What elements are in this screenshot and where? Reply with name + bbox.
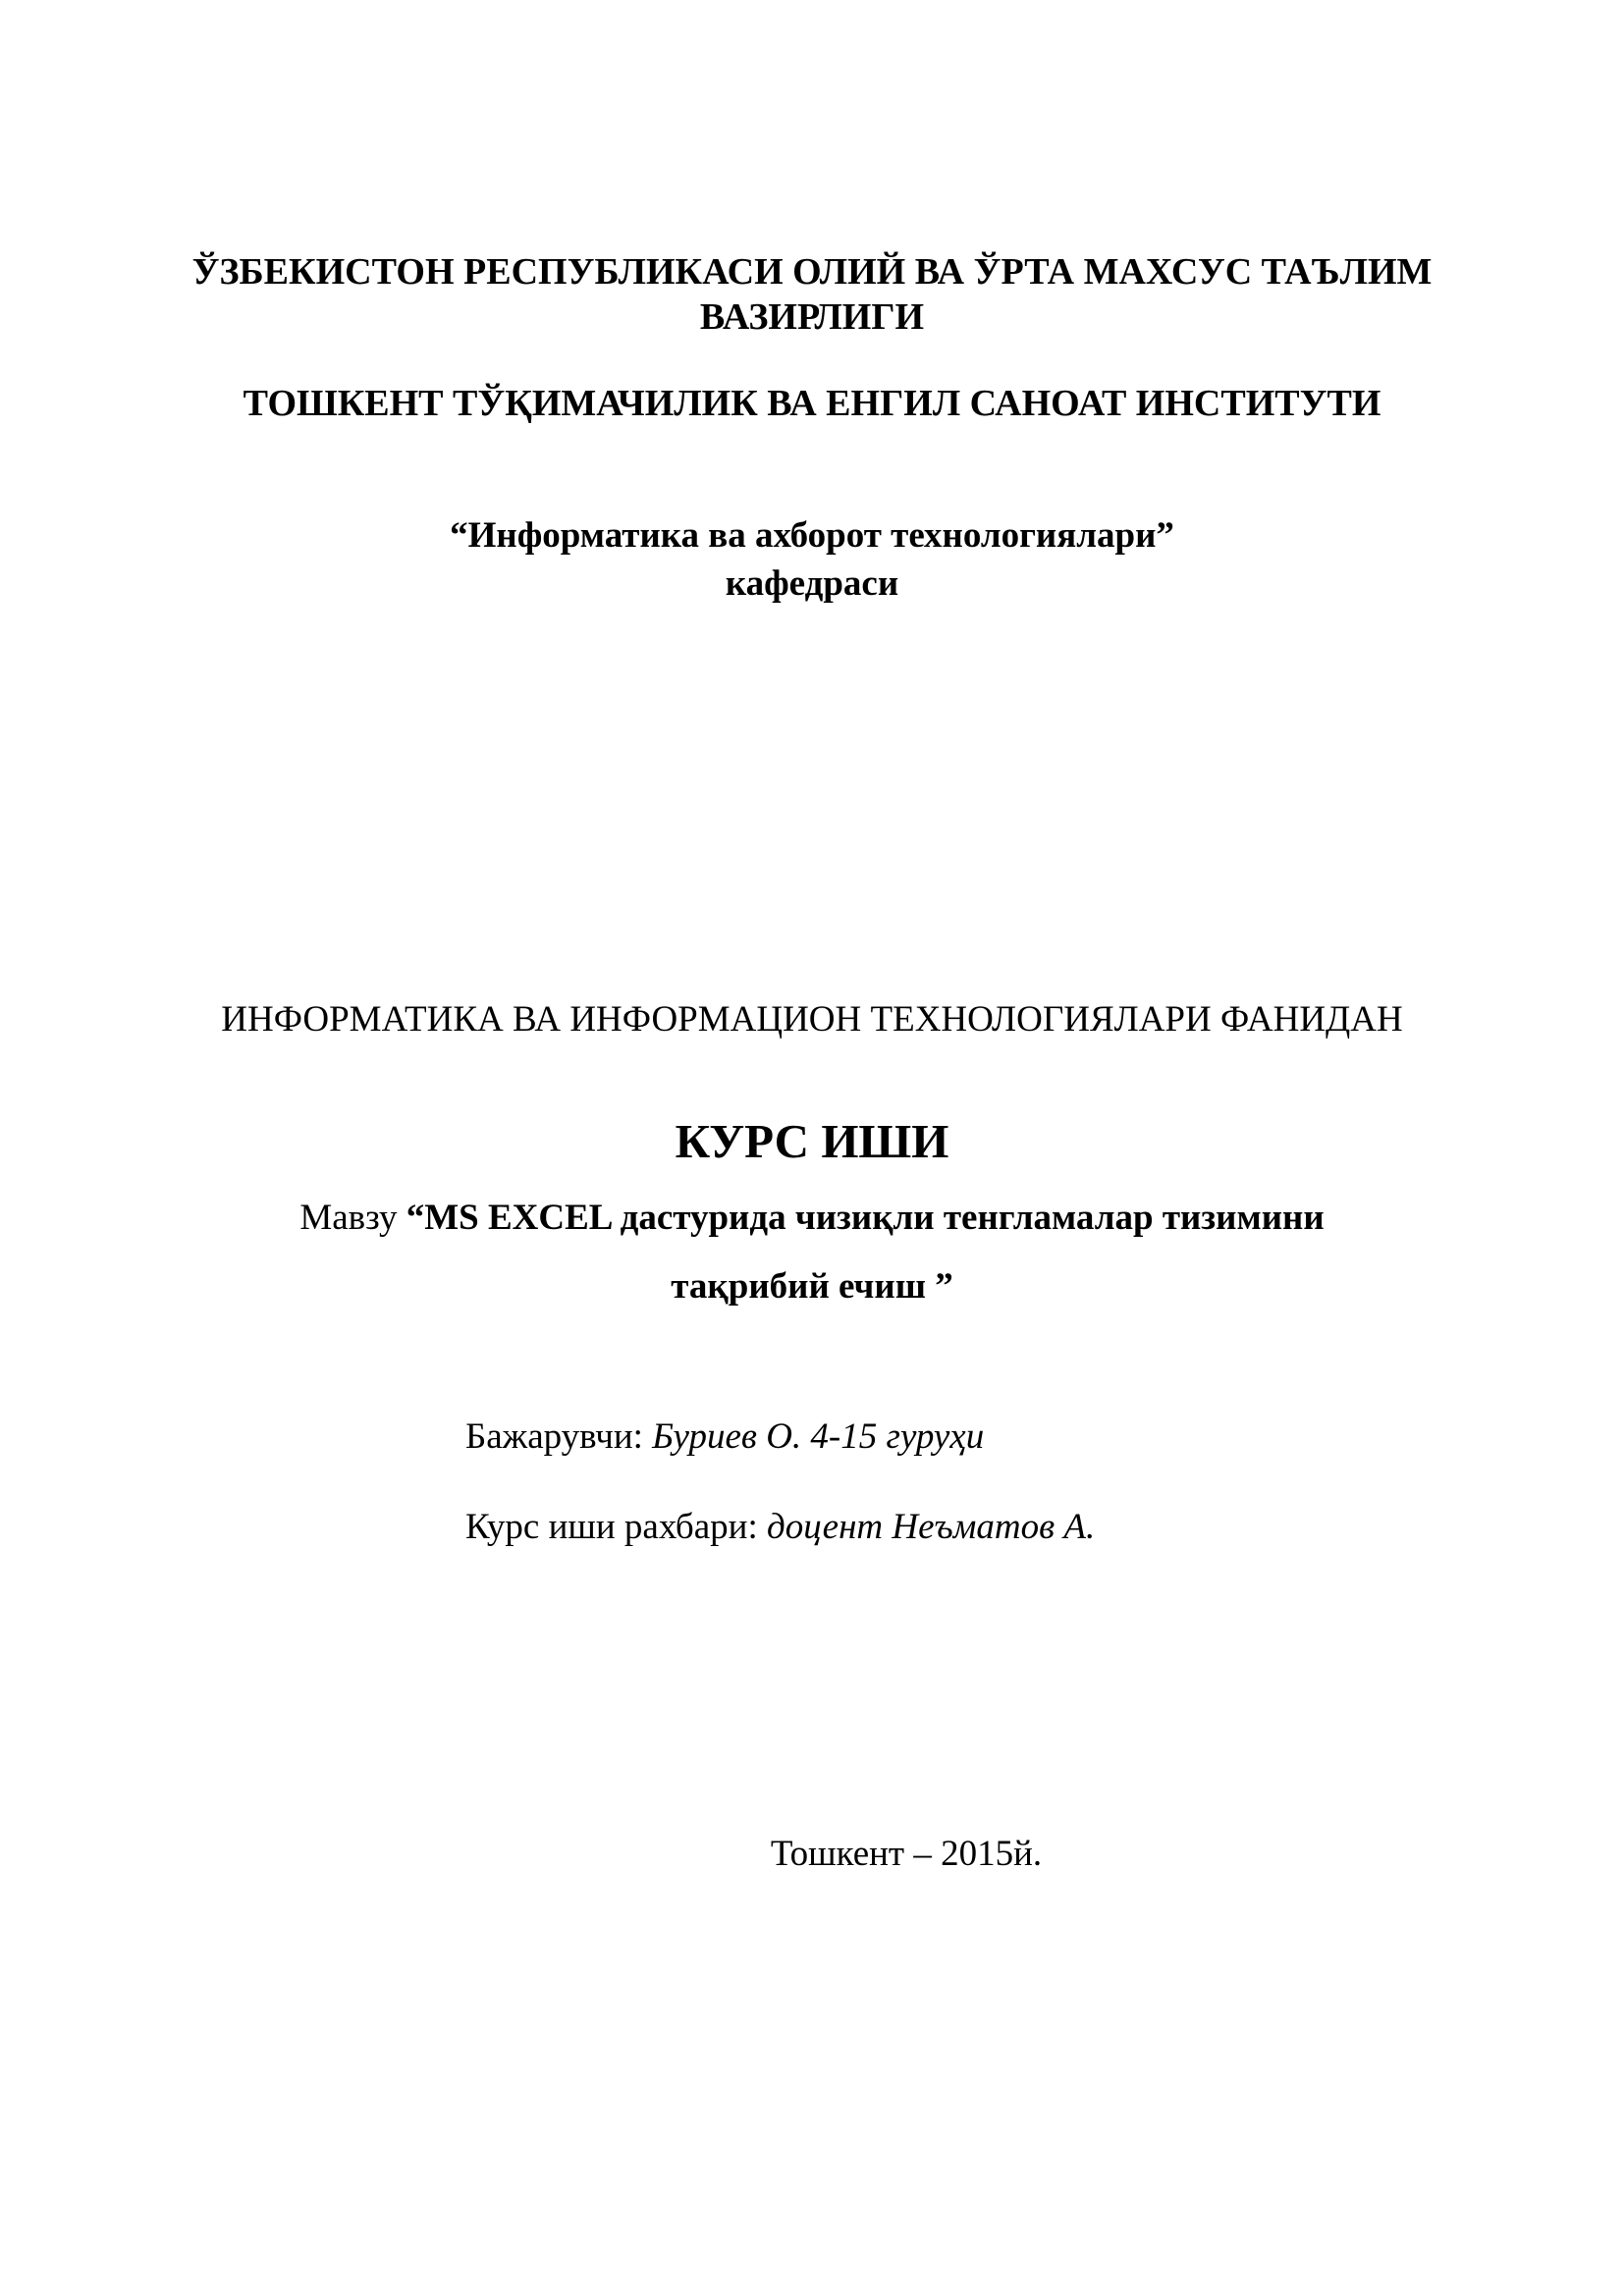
topic-text-line1: “MS EXCEL дастурида чизиқли тенгламалар тизимини — [406, 1198, 1325, 1238]
executor-value: Буриев О. 4-15 гуруҳи — [652, 1416, 985, 1457]
topic-line1 — [0, 1200, 1624, 1236]
topic-label: Мавзу — [299, 1198, 406, 1238]
supervisor-value: доцент Неъматов А. — [767, 1507, 1096, 1547]
topic-text-line2: тақрибий ечиш ” — [671, 1266, 953, 1307]
institute-title: ТОШКЕНТ ТЎҚИМАЧИЛИК ВА ЕНГИЛ САНОАТ ИНСТИТУТИ — [243, 383, 1381, 424]
executor-label: Бажарувчи: — [465, 1416, 653, 1457]
executor-row — [465, 1418, 984, 1455]
department-title-line2: кафедраси — [725, 563, 899, 604]
department-title-line1: “Информатика ва ахборот технологиялари” — [450, 515, 1174, 556]
city-year-text: Тошкент – 2015й. — [770, 1834, 1043, 1874]
work-type-heading: КУРС ИШИ — [675, 1114, 949, 1168]
supervisor-row — [465, 1509, 1095, 1545]
ministry-title-line2: ВАЗИРЛИГИ — [699, 296, 925, 338]
subject-title: ИНФОРМАТИКА ВА ИНФОРМАЦИОН ТЕХНОЛОГИЯЛАРИ ФАНИДАН — [221, 999, 1403, 1040]
city-year-footer — [0, 1836, 1624, 1872]
supervisor-label: Курс иши рахбари: — [465, 1507, 768, 1547]
ministry-title-line1: ЎЗБЕКИСТОН РЕСПУБЛИКАСИ ОЛИЙ ВА ЎРТА МАХСУС ТАЪЛИМ — [191, 251, 1433, 293]
